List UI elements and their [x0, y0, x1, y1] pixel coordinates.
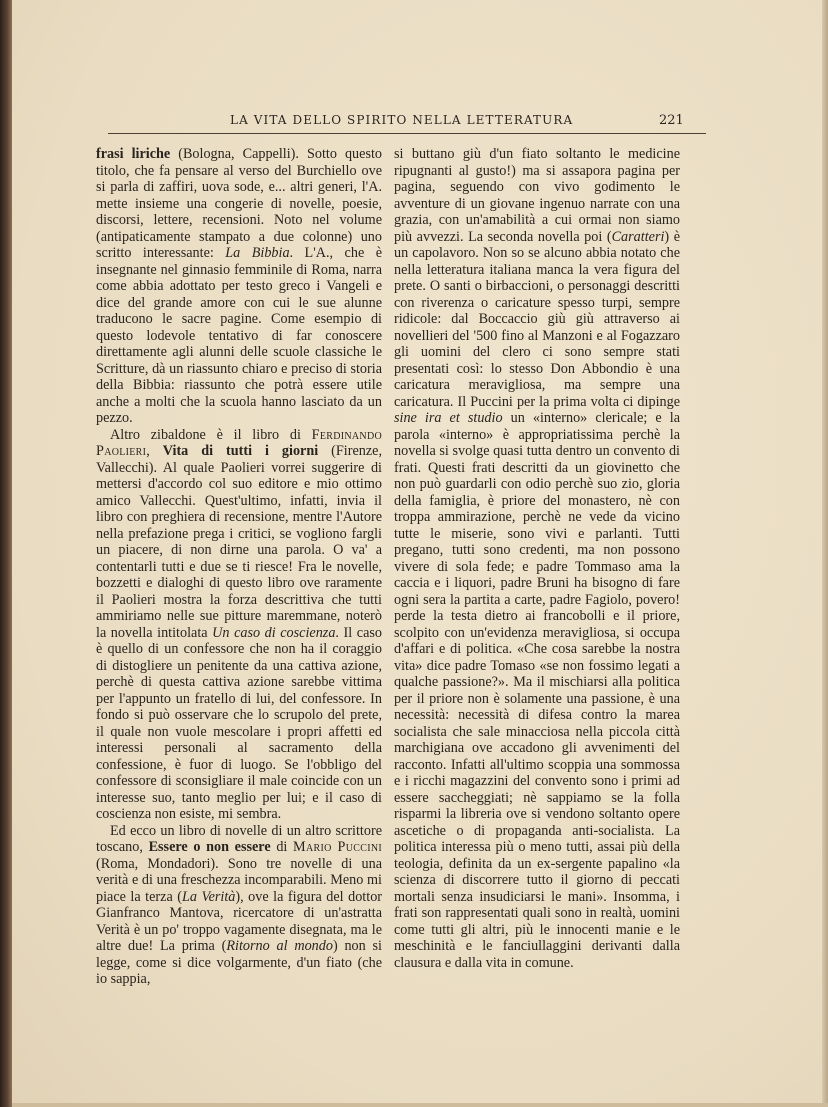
paragraph-text: (Firenze, Vallecchi). Al quale Paolieri vorrei suggerire di mettersi d'accordo col suo editore e mio ottimo amico Vallecchi. Quest'ultimo, infatti, invia il libro con preghiera di recensione, mentre l'Autore nella prefazione prega i critici, se vogliono fargli un piacere, di non dirne una parola. O va' a contentarli tutti e due se ti riesce! Fra le novelle, bozzetti e dialoghi di questo libro ove raramente il Paolieri mostra la forza descrittiva che tutti ammiriamo nelle sue pitture maremmane, noterò la novella intitolata: [96, 443, 382, 641]
essay-title: La Bibbia: [225, 245, 290, 261]
story-title: Un caso di coscienza: [212, 624, 336, 641]
story-title: Ritorno al mondo: [226, 938, 333, 954]
paragraph-text: ,: [146, 443, 163, 459]
page-edge: [822, 0, 828, 1107]
book-page: [12, 0, 822, 1103]
paragraph-text: un «interno» clericale; e la parola «interno» è appropriatissima perchè la novella si svolge quasi tutta dentro un convento di frati. Questi frati descritti da un giovinetto che non può guardarli con odio perchè suo zio, gloria della famiglia, è priore del monastero, nè con troppa ammirazione, perchè ne vede da vicino tutte le miserie, sono vivi e parlanti. Tutti pregano, tutti sono credenti, ma non possono vivere di sola fede; e padre Tommaso ama la caccia e i liquori, padre Bruni ha bisogno di fare ogni sera la partita a carte, padre Fagiolo, povero! perde la testa dietro ai francobolli e il priore, scolpito con un'evidenza meravigliosa, si occupa d'affari e di politica. «Che cosa sarebbe la nostra vita» dice padre Tomaso «se non fossimo legati a qualche passione?». Ma il mischiarsi alla politica per il priore non è solamente una passione, è una necessità: necessità di difesa contro la marea socialista che sale minacciosa nella piccola città marchigiana ove accadono gli avvenimenti del racconto. Infatti all'ultimo scoppia una sommossa e i ricchi magazzini del convento sono i primi ad essere saccheggiati; nè sappiamo se la folla risparmi la libreria ove si vendono soltanto opere ascetiche o di propaganda anti-socialista. La politica interessa più o meno tutti, assai più della teologia, definita da un ex-sergente papalino «la scienza di discorrere tutto il giorno di peccati mortali senza insudiciarsi le mani». Insomma, i frati son rappresentati quali sono in realtà, uomini come tutti gli altri, più le innocenti manie e le meschinità e le fanciullaggini derivanti dalla clausura e dalla vita in comune.: [394, 410, 680, 971]
paragraph-text: si buttano giù d'un fiato soltanto le medicine ripugnanti al gusto!) ma si assapora pagina per pagina, seguendo con vivo godimento le avventure di un giovane ingenuo narrate con una grazia, con un'amabilità a cui ormai non siamo più avvezzi. La seconda novella poi (: [394, 146, 680, 245]
author-name: Mario Puccini: [293, 839, 382, 855]
book-title: Essere o non essere: [148, 839, 271, 855]
latin-phrase: sine ira et studio: [394, 410, 503, 426]
page-number: 221: [659, 113, 684, 128]
paragraph-text: (Roma, Mondadori). Sono tre novelle di una verità e di una freschezza incomparabili. Meno mi piace la terza (: [96, 855, 382, 905]
paragraph-text: di: [270, 839, 294, 855]
book-title: Vita di tutti i giorni: [162, 443, 319, 459]
story-title: La Verità: [181, 888, 236, 905]
paragraph-text: ), ove la figura del dottor Gianfranco Mantova, ricercatore di un'astratta Verità è un po' troppo vagamente disegnata, ma le altre due! La prima (: [96, 888, 383, 954]
paragraph-text: ) è un capolavoro. Non so se alcuno abbia notato che nella letteratura italiana manca la vera figura del prete. O santi o birbaccioni, o personaggi descritti con riverenza o caricature spesso turpi, sempre ridicole: dal Boccaccio giù giù attraverso ai novellieri del '500 fino al Manzoni e al Fogazzaro gli uomini del clero ci sono sempre stati presentati così: lo stesso Don Abbondio è una caricatura meravigliosa, ma sempre una caricatura. Il Puccini per la prima volta ci dipinge: [394, 228, 680, 410]
running-title: LA VITA DELLO SPIRITO NELLA LETTERATURA: [230, 113, 574, 127]
book-spine: [0, 0, 12, 1107]
left-column: [96, 146, 382, 988]
paragraph-text: Ed ecco un libro di novelle di un altro scrittore toscano,: [96, 822, 382, 855]
paragraph-caratteri: [394, 146, 680, 971]
author-name: Ferdinando Paolieri: [96, 426, 382, 459]
paragraph-text: Altro zibaldone è il libro di: [110, 426, 312, 443]
paragraph-text: (Bologna, Cappelli). Sotto questo titolo, che fa pensare al verso del Burchiello ove si parla di zaffiri, uova sode, e... altri generi, l'A. mette insieme una congerie di novelle, poesie, discorsi, lettere, recensioni. Noto nel volume (antipaticamente stampato a due colonne) uno scritto interessante:: [96, 146, 382, 261]
paragraph-paolieri: [96, 427, 382, 823]
story-title: Caratteri: [611, 228, 665, 245]
running-head: [96, 112, 696, 134]
paragraph-text: ) non si legge, come si dice volgarmente, d'un fiato (che io sappia,: [96, 938, 382, 987]
paragraph-frasi-liriche: [96, 146, 382, 427]
paragraph-text: . L'A., che è insegnante nel ginnasio femminile di Roma, narra come abbia adottato per testo greco i Vangeli e dice del grande amore con cui le sue alunne traducono le sacre pagine. Come esempio di questo lodevole tentativo di far conoscere direttamente agli alunni delle scuole classiche le Scritture, dà un riassunto chiaro e preciso di storia della Bibbia: riassunto che potrà essere utile anche a molti che la scuola hanno lasciato da un pezzo.: [96, 245, 382, 426]
paragraph-puccini: [96, 823, 382, 988]
page-bottom-edge: [12, 1103, 828, 1107]
header-rule: [108, 133, 706, 134]
right-column: [394, 146, 680, 971]
paragraph-text: . Il caso è quello di un confessore che non ha il coraggio di distogliere un penitente da una cattiva azione, perchè di questa cattiva azione sarebbe vittima per l'appunto un fratello di lui, del confessore. In fondo si può osservare che lo scrupolo del prete, il quale non vuole mescolare i propri affetti ed interessi personali al sacramento della confessione, è fuor di luogo. Se l'obbligo del confessore di sconsigliare il male coincide con un interesse suo, tanto meglio per lui; e il caso di coscienza non esiste, mi sembra.: [96, 624, 382, 822]
book-title: frasi liriche: [96, 146, 171, 162]
